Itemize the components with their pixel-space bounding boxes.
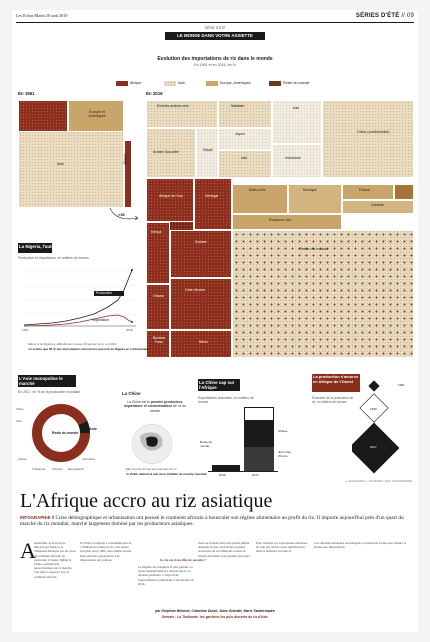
box-japon [218,128,272,150]
label-burkina: Burkina Faso [152,336,166,344]
nigeria-production-end [131,269,133,271]
label-1961-asie: Asie [57,162,64,166]
donut-label-bangladesh: Bangladesh [68,467,84,471]
legend-label-asie: Asie [178,81,185,85]
diamond-1961 [368,380,379,391]
series-name: SÉRIES D'ÉTÉ [355,13,400,19]
nigeria-production-line [24,270,132,325]
donut-label-autres: Autres [18,457,27,461]
label-cote-ivoire: Côte d'Ivoire [185,288,206,292]
china-note-prefix: du [126,472,131,476]
chart-source: « LES ECHOS » / SOURCES : FAO, UNCOMTRADE [345,479,412,483]
donut-label-asie: Asie [89,427,98,431]
ouest-year-1961: 1961 [398,383,405,387]
box-cote-ivoire [170,278,232,330]
label-senegal: Sénégal [205,194,219,198]
label-canada: Canada [371,203,384,207]
label-uk: Royaume-Uni [269,218,291,222]
treemap-1961 [18,100,134,208]
byline-next: Demain : La Thaïlande, les gardiens les plus discrets du riz d'Asie [161,615,269,619]
box-irak [218,150,272,178]
label-guinee: Guinée [195,240,207,244]
legend-swatch-asie [164,81,176,86]
box-afrique-sud [146,178,194,222]
china-title: La Chine [122,391,141,396]
body-column-4: Tout ceci plaide bien plus qu'une simple demande locale, un marché en pleine croissance où les différents acteurs se battent désormais pour prendre des parts. [198,541,251,558]
label-ghana: Ghana [153,294,164,298]
china-cap-afrique-label: Afrique [278,429,288,433]
year-2016-label: En 2016 [146,91,163,96]
china-text [122,400,188,420]
nigeria-subtitle: Production et importation, en milliers de tonnes [18,256,89,260]
label-reste-monde: Reste du monde [299,246,329,251]
label-malaisie: Malaisie [231,104,245,108]
afrique-side-label: Afrique [123,154,127,165]
box-indonesie [272,144,322,178]
series-number: // 09 [401,13,414,19]
box-iran [272,100,322,144]
box-benin [170,330,232,358]
intro [20,515,412,535]
box-eau [146,100,218,128]
box-uk [232,214,342,230]
label-usa: Etats-Unis [249,188,266,192]
legend-label-reste: Reste du monde [283,81,310,85]
kicker-title-banner [165,32,265,40]
label-france: France [359,188,371,192]
multiplier-label: ×36 [118,212,125,217]
box-arabie [146,128,196,178]
treemap-1961-europe [68,100,124,132]
china-cap-subtitle: Exportations chinoises, en milliers de tonnes [198,396,254,404]
box-france [342,184,394,200]
box-kenya [146,222,170,284]
nigeria-import-line [24,315,132,326]
china-cap-2017: 2017 [252,473,259,477]
label-benin: Bénin [199,340,209,344]
china-note-1: Elle importe 2/3 de ses volumes de riz [126,467,177,471]
box-reste-monde [232,230,414,358]
china-cap-dont-label: dont Côte d'Ivoire [278,450,292,458]
treemap-2016 [146,100,414,358]
box-small-eu [394,184,414,200]
label-mexique: Mexique [303,188,317,192]
china-cap-reste-label: Reste du monde [200,440,213,448]
nigeria-chart [18,262,142,336]
body-column-2: En 2016, le Nigeria a consommé près de 7 millions de tonnes de riz, soit quatre fois plus qu'en 1990, alors même qu'elle était autrefois exportatrice. Les importations ont explosé. [80,541,132,562]
bar-2017-cote-ivoire [244,447,274,471]
bar-2017-afrique [244,421,274,447]
byline: par Delphine Béhuret, Catherine Doise, Jules Grandin, Marie Taudermadre [155,609,275,613]
treemap-1961-afrique-strip [124,140,132,208]
donut-label-inde: Inde [16,419,22,423]
label-iran: Iran [293,106,300,110]
legend [116,81,316,87]
bar-2017-reste [244,407,274,421]
header-date: Les Echos Mardi 20 août 2019 [16,13,68,18]
china-cap-title: La Chine cap sur l'Afrique [199,380,235,390]
treemap-1961-afrique [18,100,68,132]
china-note-2 [126,473,206,476]
label-1961-europe: Europe et Amériques [88,110,106,118]
box-burkina [146,330,170,358]
box-senegal [194,178,232,230]
label-chine: Chine (continentale) [357,130,390,134]
box-malaisie [218,100,272,128]
importation-label: Importation [92,318,109,322]
production-label: Production [96,291,113,295]
label-irak: Irak [241,156,247,160]
legend-label-afrique: Afrique [130,81,142,85]
asia-title: L'Asie monopolise le marché [19,376,63,386]
ouest-diamonds [352,380,408,476]
nigeria-import-end [131,321,133,323]
donut-label-thailande: Thaïlande [32,467,46,471]
legend-swatch-afrique [116,81,128,86]
china-text-bold: premier producteur, importateur et consommateur [123,400,183,409]
label-indonesie: Indonésie [285,156,301,160]
label-kenya: Kenya [151,230,162,234]
legend-label-europe: Europe, Amériques [220,81,251,85]
main-chart-title: Evolution des importations de riz dans le monde [157,56,273,62]
body-column-1: ujourd'hui, le nord du riz importé par l'Inde et la Thaïlande débarque sur les côtes du continent africain, en particulier à l'ouest. Même la Chine, pourtant très protectionniste sur ce marché, s'est mise à exporter vers le continent africain. [34,541,76,579]
label-eau: Emirats arabes unis [157,104,189,108]
box-nepal [196,128,218,178]
label-afrique-sud: Afrique du Sud [159,194,183,198]
kicker-title: LE MONDE DANS VOTRE ASSIETTE [177,33,253,38]
box-chine [322,100,414,178]
china-note-bold: Pékin détient la clef de la stabilité du marché mondial [130,472,207,476]
china-text-1: La Chine est le [127,400,150,404]
body-column-5: Pour l'instant, les exportations chinoises ne sont pas encore assez significatives, mais la tendance est bien là. [256,541,308,554]
ouest-subtitle: Évolution de la production de riz, en milliers de tonnes [312,396,354,404]
year-1961-label: En 1961 [18,91,35,96]
label-arabie: Arabie Saoudite [153,150,179,154]
ouest-year-1990: 1990 [370,407,377,411]
ouest-title: La production s'amorce en Afrique de l'Ouest [313,374,359,384]
body-column-3-text: Le Nigeria est l'exemple le plus parlant. Le gouvernement fédéral a décrété que le riz devient prioritaire. L'objectif de l'autosuffisance alimentaire a été décrété en 2016. [138,565,194,586]
series-label [356,13,414,19]
ouest-year-2017: 2017 [370,445,377,449]
china-cap-2016: 2016 [219,473,226,477]
body-column-6: Les autorités nationales encouragent la production locale pour réduire la facture des importations. [314,541,407,550]
box-ghana [146,284,170,330]
donut-label-vietnam: Vietnam [52,467,63,471]
body-column-3 [138,541,207,601]
label-nepal: Népal [203,148,213,152]
nigeria-note-bold: on estime que 80 % des importations béninoises passent au Nigeria en contrebande. [28,347,149,351]
intro-tag: INFOGRAPHIE // [20,515,55,520]
headline: L'Afrique accro au riz asiatique [20,490,273,512]
nigeria-x-start: 1961 [22,328,29,332]
legend-swatch-europe [206,81,218,86]
newspaper-page [12,10,418,632]
kicker: SÉRIE D'ÉTÉ [204,26,226,30]
body-subhead: Le riz est-il un filet de sécurité ? [160,558,207,562]
multiplier-arrow [108,206,144,224]
nigeria-x-end: 2016 [126,328,133,332]
intro-text: Crise démographique et urbanisation ont poussé le continent africain à bousculer son régime alimentaire au profit du riz. Il importe aujourd'hui près d'un quart du marché du riz mondial, marché largement dominé par les producteurs asiatiques. [20,515,404,528]
donut-label-chine: Chine [16,407,24,411]
globe-china [130,422,174,466]
main-chart-subtitle: En 1961 et en 2016, en % [194,63,236,67]
box-mexique [288,184,342,214]
drop-cap: A [20,538,36,563]
asia-subtitle: En 2017, en % de la production mondiale [18,390,81,394]
legend-swatch-reste [269,81,281,86]
box-canada [342,200,414,214]
donut-label-indonesie: Indonésie [82,457,96,461]
label-japon: Japon [235,132,245,136]
china-text-2: de riz au monde [149,404,186,413]
box-guinee [170,230,232,278]
donut-center-label: Reste du monde [52,431,79,435]
nigeria-title: La Nigeria, l'autosuffisance à tout prix [19,244,99,249]
nigeria-note: Même si le Nigeria a officiellement cessé d'importer du riz en 2016, [28,342,118,346]
box-usa [232,184,288,214]
header-rule [16,22,414,23]
